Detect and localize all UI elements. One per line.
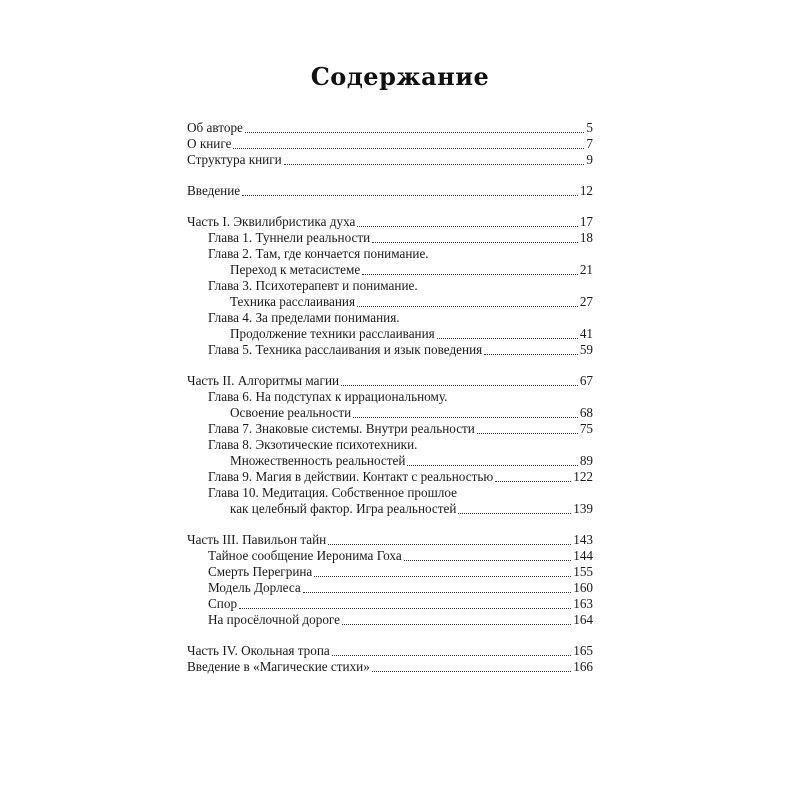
leader-dots xyxy=(314,576,571,577)
leader-dots xyxy=(477,433,578,434)
toc-entry-chapter-2[interactable] xyxy=(187,262,593,278)
toc-entry-label: Глава 1. Туннели реальности xyxy=(208,230,371,245)
toc-entry-part-2[interactable] xyxy=(187,373,593,389)
toc-entry-page: 139 xyxy=(573,501,593,516)
leader-dots xyxy=(245,132,584,133)
leader-dots xyxy=(242,195,578,196)
toc-entry-page: 155 xyxy=(573,564,593,579)
toc-entry-chapter-3[interactable] xyxy=(187,294,593,310)
toc-entry-page: 41 xyxy=(579,326,593,341)
leader-dots xyxy=(357,226,577,227)
toc-entry-chapter-6[interactable] xyxy=(187,405,593,421)
toc-entry-label: Модель Дорлеса xyxy=(208,580,301,595)
toc-entry-label: Освоение реальности xyxy=(230,405,352,420)
toc-entry-dispute[interactable] xyxy=(187,596,593,612)
toc-entry-introduction[interactable] xyxy=(187,183,593,199)
leader-dots xyxy=(484,354,578,355)
toc-entry-label: Об авторе xyxy=(187,120,243,135)
leader-dots xyxy=(458,513,571,514)
toc-entry-page: 122 xyxy=(573,469,593,484)
toc-entry-label: Часть II. Алгоритмы магии xyxy=(187,373,340,388)
leader-dots xyxy=(353,417,578,418)
leader-dots xyxy=(328,544,571,545)
toc-entry-chapter-10-heading[interactable]: Глава 10. Медитация. Собственное прошлое xyxy=(208,485,457,500)
toc-entry-label: Техника расслаивания xyxy=(230,294,356,309)
page-title: Содержание xyxy=(310,62,490,91)
toc-entry-chapter-1[interactable] xyxy=(187,230,593,246)
toc-entry-part-3[interactable] xyxy=(187,532,593,548)
toc-entry-label: Глава 9. Магия в действии. Контакт с реальностью xyxy=(208,469,494,484)
toc-entry-label: Часть IV. Окольная тропа xyxy=(187,643,330,658)
toc-entry-chapter-8-heading[interactable]: Глава 8. Экзотические психотехники. xyxy=(208,437,418,452)
toc-entry-label: Глава 7. Знаковые системы. Внутри реальности xyxy=(208,421,475,436)
toc-entry-page: 75 xyxy=(579,421,593,436)
toc-entry-about-book[interactable] xyxy=(187,136,593,152)
toc-entry-label: Часть III. Павильон тайн xyxy=(187,532,327,547)
toc-entry-chapter-5[interactable] xyxy=(187,342,593,358)
toc-entry-secret-message[interactable] xyxy=(187,548,593,564)
toc-entry-label: Продолжение техники расслаивания xyxy=(230,326,435,341)
leader-dots xyxy=(233,148,584,149)
toc-entry-chapter-4[interactable] xyxy=(187,326,593,342)
toc-entry-chapter-9[interactable] xyxy=(187,469,593,485)
spacer xyxy=(187,517,593,532)
leader-dots xyxy=(437,338,578,339)
leader-dots xyxy=(372,242,578,243)
toc-entry-page: 144 xyxy=(573,548,593,563)
toc-entry-country-road[interactable] xyxy=(187,612,593,628)
toc-entry-label: как целебный фактор. Игра реальностей xyxy=(230,501,457,516)
toc-entry-label: Структура книги xyxy=(187,152,282,167)
toc-entry-magic-poems[interactable] xyxy=(187,659,593,675)
toc-entry-chapter-7[interactable] xyxy=(187,421,593,437)
toc-entry-chapter-2-heading[interactable]: Глава 2. Там, где кончается понимание. xyxy=(208,246,429,261)
toc-entry-chapter-3-heading[interactable]: Глава 3. Психотерапевт и понимание. xyxy=(208,278,418,293)
toc-entry-part-4[interactable] xyxy=(187,643,593,659)
toc-entry-label: На просёлочной дороге xyxy=(208,612,341,627)
toc-entry-label: Переход к метасистеме xyxy=(230,262,361,277)
toc-entry-page: 17 xyxy=(579,214,593,229)
toc-entry-page: 9 xyxy=(586,152,593,167)
toc-entry-chapter-8[interactable] xyxy=(187,453,593,469)
spacer xyxy=(187,199,593,214)
spacer xyxy=(187,628,593,643)
toc-entry-page: 165 xyxy=(573,643,593,658)
leader-dots xyxy=(284,164,585,165)
leader-dots xyxy=(495,481,571,482)
toc-entry-page: 164 xyxy=(573,612,593,627)
toc-entry-page: 68 xyxy=(579,405,593,420)
toc-entry-label: Часть I. Эквилибристика духа xyxy=(187,214,356,229)
toc-entry-page: 27 xyxy=(579,294,593,309)
spacer xyxy=(187,168,593,183)
toc-entry-label: Множественность реальностей xyxy=(230,453,406,468)
toc-entry-dorles-model[interactable] xyxy=(187,580,593,596)
toc-entry-page: 67 xyxy=(579,373,593,388)
leader-dots xyxy=(342,624,571,625)
toc-entry-page: 21 xyxy=(579,262,593,277)
leader-dots xyxy=(357,306,578,307)
toc-entry-label: Смерть Перегрина xyxy=(208,564,313,579)
leader-dots xyxy=(341,385,578,386)
leader-dots xyxy=(362,274,578,275)
toc-entry-page: 7 xyxy=(586,136,593,151)
toc-entry-label: Введение в «Магические стихи» xyxy=(187,659,370,674)
toc-entry-page: 12 xyxy=(579,183,593,198)
toc-entry-death-peregrine[interactable] xyxy=(187,564,593,580)
toc-entry-about-author[interactable] xyxy=(187,120,593,136)
leader-dots xyxy=(404,560,572,561)
toc-entry-page: 143 xyxy=(573,532,593,547)
toc-entry-part-1[interactable] xyxy=(187,214,593,230)
toc-entry-chapter-4-heading[interactable]: Глава 4. За пределами понимания. xyxy=(208,310,400,325)
toc-entry-page: 160 xyxy=(573,580,593,595)
toc-entry-chapter-6-heading[interactable]: Глава 6. На подступах к иррациональному. xyxy=(208,389,448,404)
leader-dots xyxy=(332,655,571,656)
toc-entry-chapter-10[interactable] xyxy=(187,501,593,517)
toc-entry-page: 5 xyxy=(586,120,593,135)
leader-dots xyxy=(407,465,577,466)
toc-entry-page: 59 xyxy=(579,342,593,357)
toc-entry-page: 18 xyxy=(579,230,593,245)
toc-entry-label: Тайное сообщение Иеронима Гоха xyxy=(208,548,402,563)
toc-entry-page: 89 xyxy=(579,453,593,468)
table-of-contents xyxy=(187,120,593,675)
toc-entry-label: Введение xyxy=(187,183,241,198)
leader-dots xyxy=(303,592,572,593)
leader-dots xyxy=(372,671,571,672)
spacer xyxy=(187,358,593,373)
toc-entry-label: О книге xyxy=(187,136,232,151)
leader-dots xyxy=(239,608,571,609)
toc-entry-page: 166 xyxy=(573,659,593,674)
toc-entry-book-structure[interactable] xyxy=(187,152,593,168)
toc-entry-page: 163 xyxy=(573,596,593,611)
toc-entry-label: Глава 5. Техника расслаивания и язык поведения xyxy=(208,342,483,357)
toc-entry-label: Спор xyxy=(208,596,238,611)
